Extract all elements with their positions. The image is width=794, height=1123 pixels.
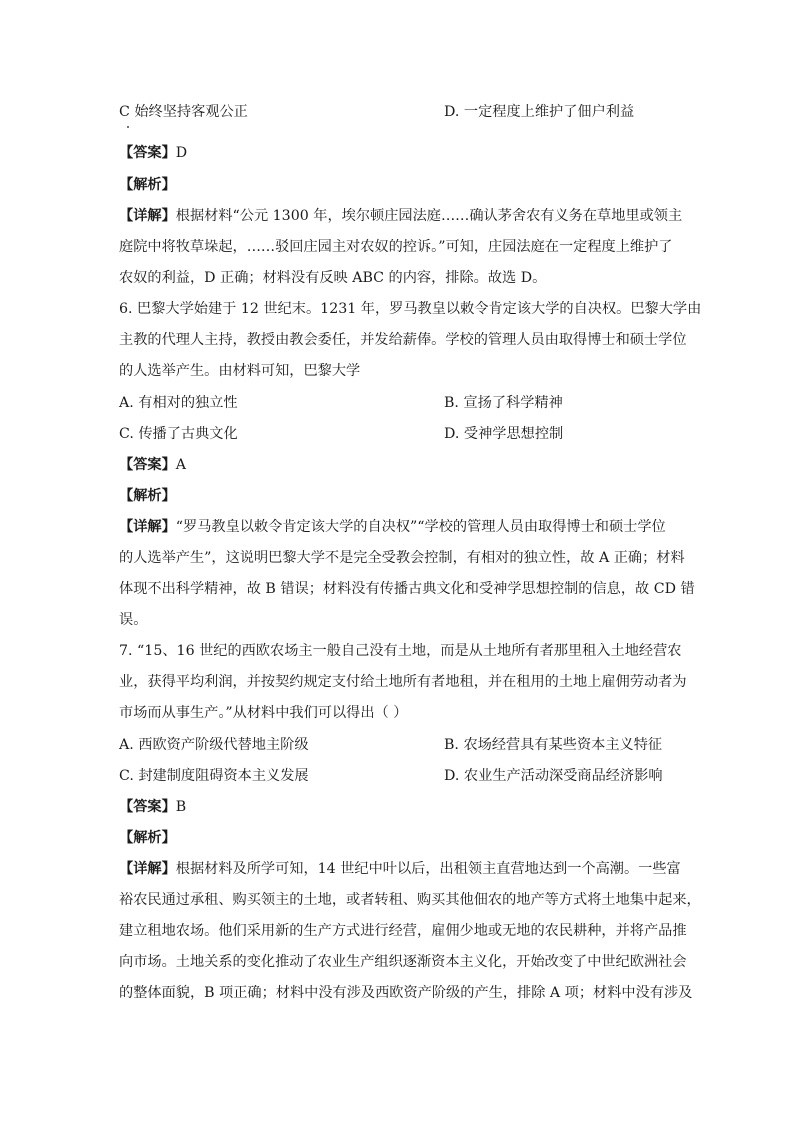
q6-option-b: B. 宣扬了科学精神 [444, 395, 563, 411]
q6-stem-line: 主教的代理人主持，教授由教会委任，并发给薪俸。学校的管理人员由取得博士和硕士学位 [119, 332, 687, 348]
detail-tag: 【详解】 [119, 208, 176, 224]
detail-tag: 【详解】 [119, 861, 176, 877]
q7-detail-line: 裕农民通过承租、购买领主的土地，或者转租、购买其他佃农的地产等方式将土地集中起来， [119, 892, 701, 908]
q7-detail-line: 向市场。土地关系的变化推动了农业生产组织逐渐资本主义化，开始改变了中世纪欧洲社会 [119, 954, 687, 970]
q6-detail-line: 体现不出科学精神，故 B 错误；材料没有传播古典文化和受神学思想控制的信息，故 CD 错 [119, 581, 695, 597]
q7-stem-line: 7. “15、16 世纪的西欧农场主一般自己没有土地，而是从土地所有者那里租入土地经营农 [119, 643, 682, 659]
answer-value: B [175, 799, 187, 815]
detail-text: 根据材料“公元 1300 年，埃尔顿庄园法庭……确认茅舍农有义务在草地里或领主 [175, 208, 683, 224]
q6-detail-line [119, 517, 679, 537]
q5-analysis-heading [119, 175, 679, 195]
detail-tag: 【详解】 [119, 519, 176, 535]
analysis-tag: 【解析】 [119, 488, 176, 504]
q6-option-d: D. 受神学思想控制 [444, 426, 564, 442]
answer-tag: 【答案】 [119, 799, 176, 815]
q5-option-d: D. 一定程度上维护了佃户利益 [444, 104, 635, 120]
q6-detail-line: 的人选举产生”，这说明巴黎大学不是完全受教会控制，有相对的独立性，故 A 正确；材料 [119, 550, 685, 566]
detail-text: 根据材料及所学可知，14 世纪中叶以后，出租领主直营地达到一个高潮。一些富 [175, 861, 681, 877]
answer-tag: 【答案】 [119, 457, 176, 473]
q6-option-a: A. 有相对的独立性 [119, 395, 238, 411]
q7-option-a: A. 西欧资产阶级代替地主阶级 [119, 737, 309, 753]
q7-option-c: C. 封建制度阻碍资本主义发展 [119, 768, 309, 784]
q5-answer [119, 143, 679, 163]
q7-answer [119, 797, 679, 817]
q5-detail-line [119, 206, 683, 226]
q7-analysis-heading [119, 828, 679, 848]
q7-option-b: B. 农场经营具有某些资本主义特征 [444, 737, 663, 753]
q7-detail-line: 的整体面貌，B 项正确；材料中没有涉及西欧资产阶级的产生，排除 A 项；材料中没有涉及 [119, 985, 693, 1001]
analysis-tag: 【解析】 [119, 177, 176, 193]
q5-detail-line: 庭院中将牧草垛起，……驳回庄园主对农奴的控诉。”可知，庄园法庭在一定程度上维护了 [119, 239, 673, 255]
answer-value: A [175, 457, 187, 473]
answer-value: D [175, 145, 188, 161]
q7-stem-line: 业，获得平均利润，并按契约规定支付给土地所有者地租，并在租用的土地上雇佣劳动者为 [119, 674, 687, 690]
q7-detail-line [119, 859, 679, 879]
q7-stem-line: 市场而从事生产。”从材料中我们可以得出（ ） [119, 705, 408, 721]
q5-option-c: C 始终坚持客观公正 [119, 104, 248, 120]
q6-option-c: C. 传播了古典文化 [119, 426, 238, 442]
q6-analysis-heading [119, 486, 679, 506]
analysis-tag: 【解析】 [119, 830, 176, 846]
q6-stem-line: 6. 巴黎大学始建于 12 世纪末。1231 年，罗马教皇以敕令肯定该大学的自决权。巴黎大学由 [119, 301, 702, 317]
stray-dot [127, 126, 129, 128]
q7-option-d: D. 农业生产活动深受商品经济影响 [444, 768, 663, 784]
detail-text: “罗马教皇以敕令肯定该大学的自决权”“学校的管理人员由取得博士和硕士学位 [175, 519, 666, 535]
q5-detail-line: 农奴的利益，D 正确；材料没有反映 ABC 的内容，排除。故选 D。 [119, 270, 547, 286]
q6-answer [119, 455, 679, 475]
q6-detail-line: 误。 [119, 612, 148, 628]
answer-tag: 【答案】 [119, 145, 176, 161]
q6-stem-line: 的人选举产生。由材料可知，巴黎大学 [119, 363, 361, 379]
q7-detail-line: 建立租地农场。他们采用新的生产方式进行经营，雇佣少地或无地的农民耕种，并将产品推 [119, 923, 687, 939]
